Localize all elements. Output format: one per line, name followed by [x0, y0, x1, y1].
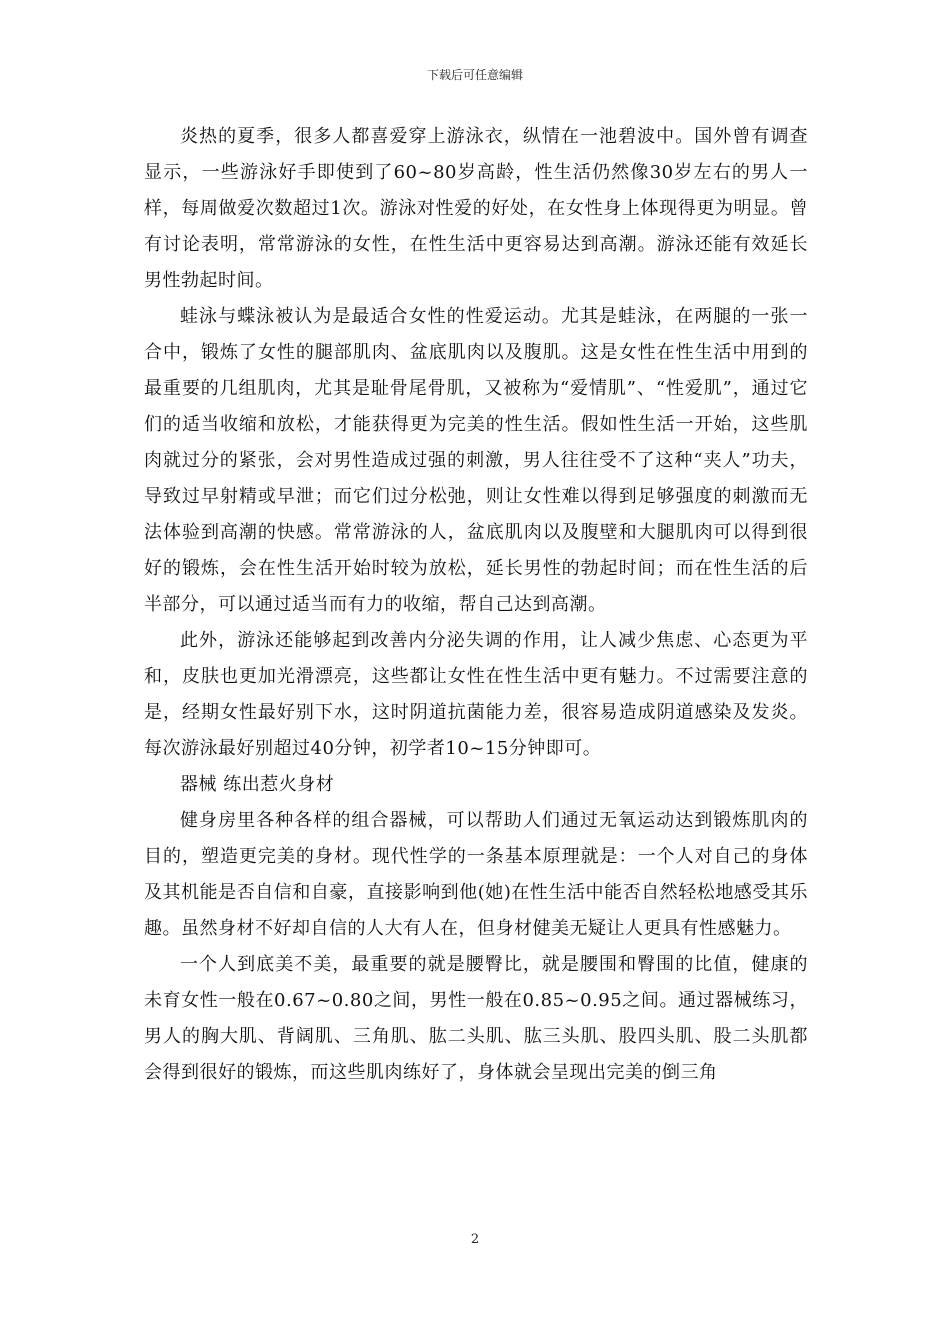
page-header: 下载后可任意编辑: [426, 68, 523, 82]
paragraph-5: 一个人到底美不美，最重要的就是腰臀比，就是腰围和臀围的比值，健康的未育女性一般在0.67~0.80之间，男性一般在0.85~0.95之间。通过器械练习，男人的胸大肌、背阔肌、三角肌、肱二头肌、肱三头肌、股四头肌、股二头肌都会得到很好的锻炼，而这些肌肉练好了，身体就会呈现出完美的倒三角: [144, 954, 808, 1083]
paragraph-3: 此外，游泳还能够起到改善内分泌失调的作用，让人减少焦虑、心态更为平和，皮肤也更加光滑漂亮，这些都让女性在性生活中更有魅力。不过需要注意的是，经期女性最好别下水，这时阴道抗菌能力差，很容易造成阴道感染及发炎。每次游泳最好别超过40分钟，初学者10~15分钟即可。: [144, 630, 808, 759]
paragraph-1: 炎热的夏季，很多人都喜爱穿上游泳衣，纵情在一池碧波中。国外曾有调查显示，一些游泳好手即使到了60~80岁高龄，性生活仍然像30岁左右的男人一样，每周做爱次数超过1次。游泳对性爱的好处，在女性身上体现得更为明显。曾有讨论表明，常常游泳的女性，在性生活中更容易达到高潮。游泳还能有效延长男性勃起时间。: [144, 126, 808, 291]
paragraph-4: 健身房里各种各样的组合器械，可以帮助人们通过无氧运动达到锻炼肌肉的目的，塑造更完美的身材。现代性学的一条基本原理就是：一个人对自己的身体及其机能是否自信和自豪，直接影响到他(她)在性生活中能否自然轻松地感受其乐趣。虽然身材不好却自信的人大有人在，但身材健美无疑让人更具有性感魅力。: [144, 810, 808, 939]
body-text: [144, 119, 808, 1091]
page-number: 2: [470, 1232, 480, 1247]
section-heading: 器械 练出惹火身材: [180, 774, 335, 795]
paragraph-2: 蛙泳与蝶泳被认为是最适合女性的性爱运动。尤其是蛙泳，在两腿的一张一合中，锻炼了女性的腿部肌肉、盆底肌肉以及腹肌。这是女性在性生活中用到的最重要的几组肌肉，尤其是耻骨尾骨肌，又被称为“爱情肌”、“性爱肌”，通过它们的适当收缩和放松，才能获得更为完美的性生活。假如性生活一开始，这些肌肉就过分的紧张，会对男性造成过强的刺激，男人往往受不了这种“夹人”功夫，导致过早射精或早泄；而它们过分松弛，则让女性难以得到足够强度的刺激而无法体验到高潮的快感。常常游泳的人，盆底肌肉以及腹壁和大腿肌肉可以得到很好的锻炼，会在性生活开始时较为放松，延长男性的勃起时间；而在性生活的后半部分，可以通过适当而有力的收缩，帮自己达到高潮。: [144, 306, 808, 615]
